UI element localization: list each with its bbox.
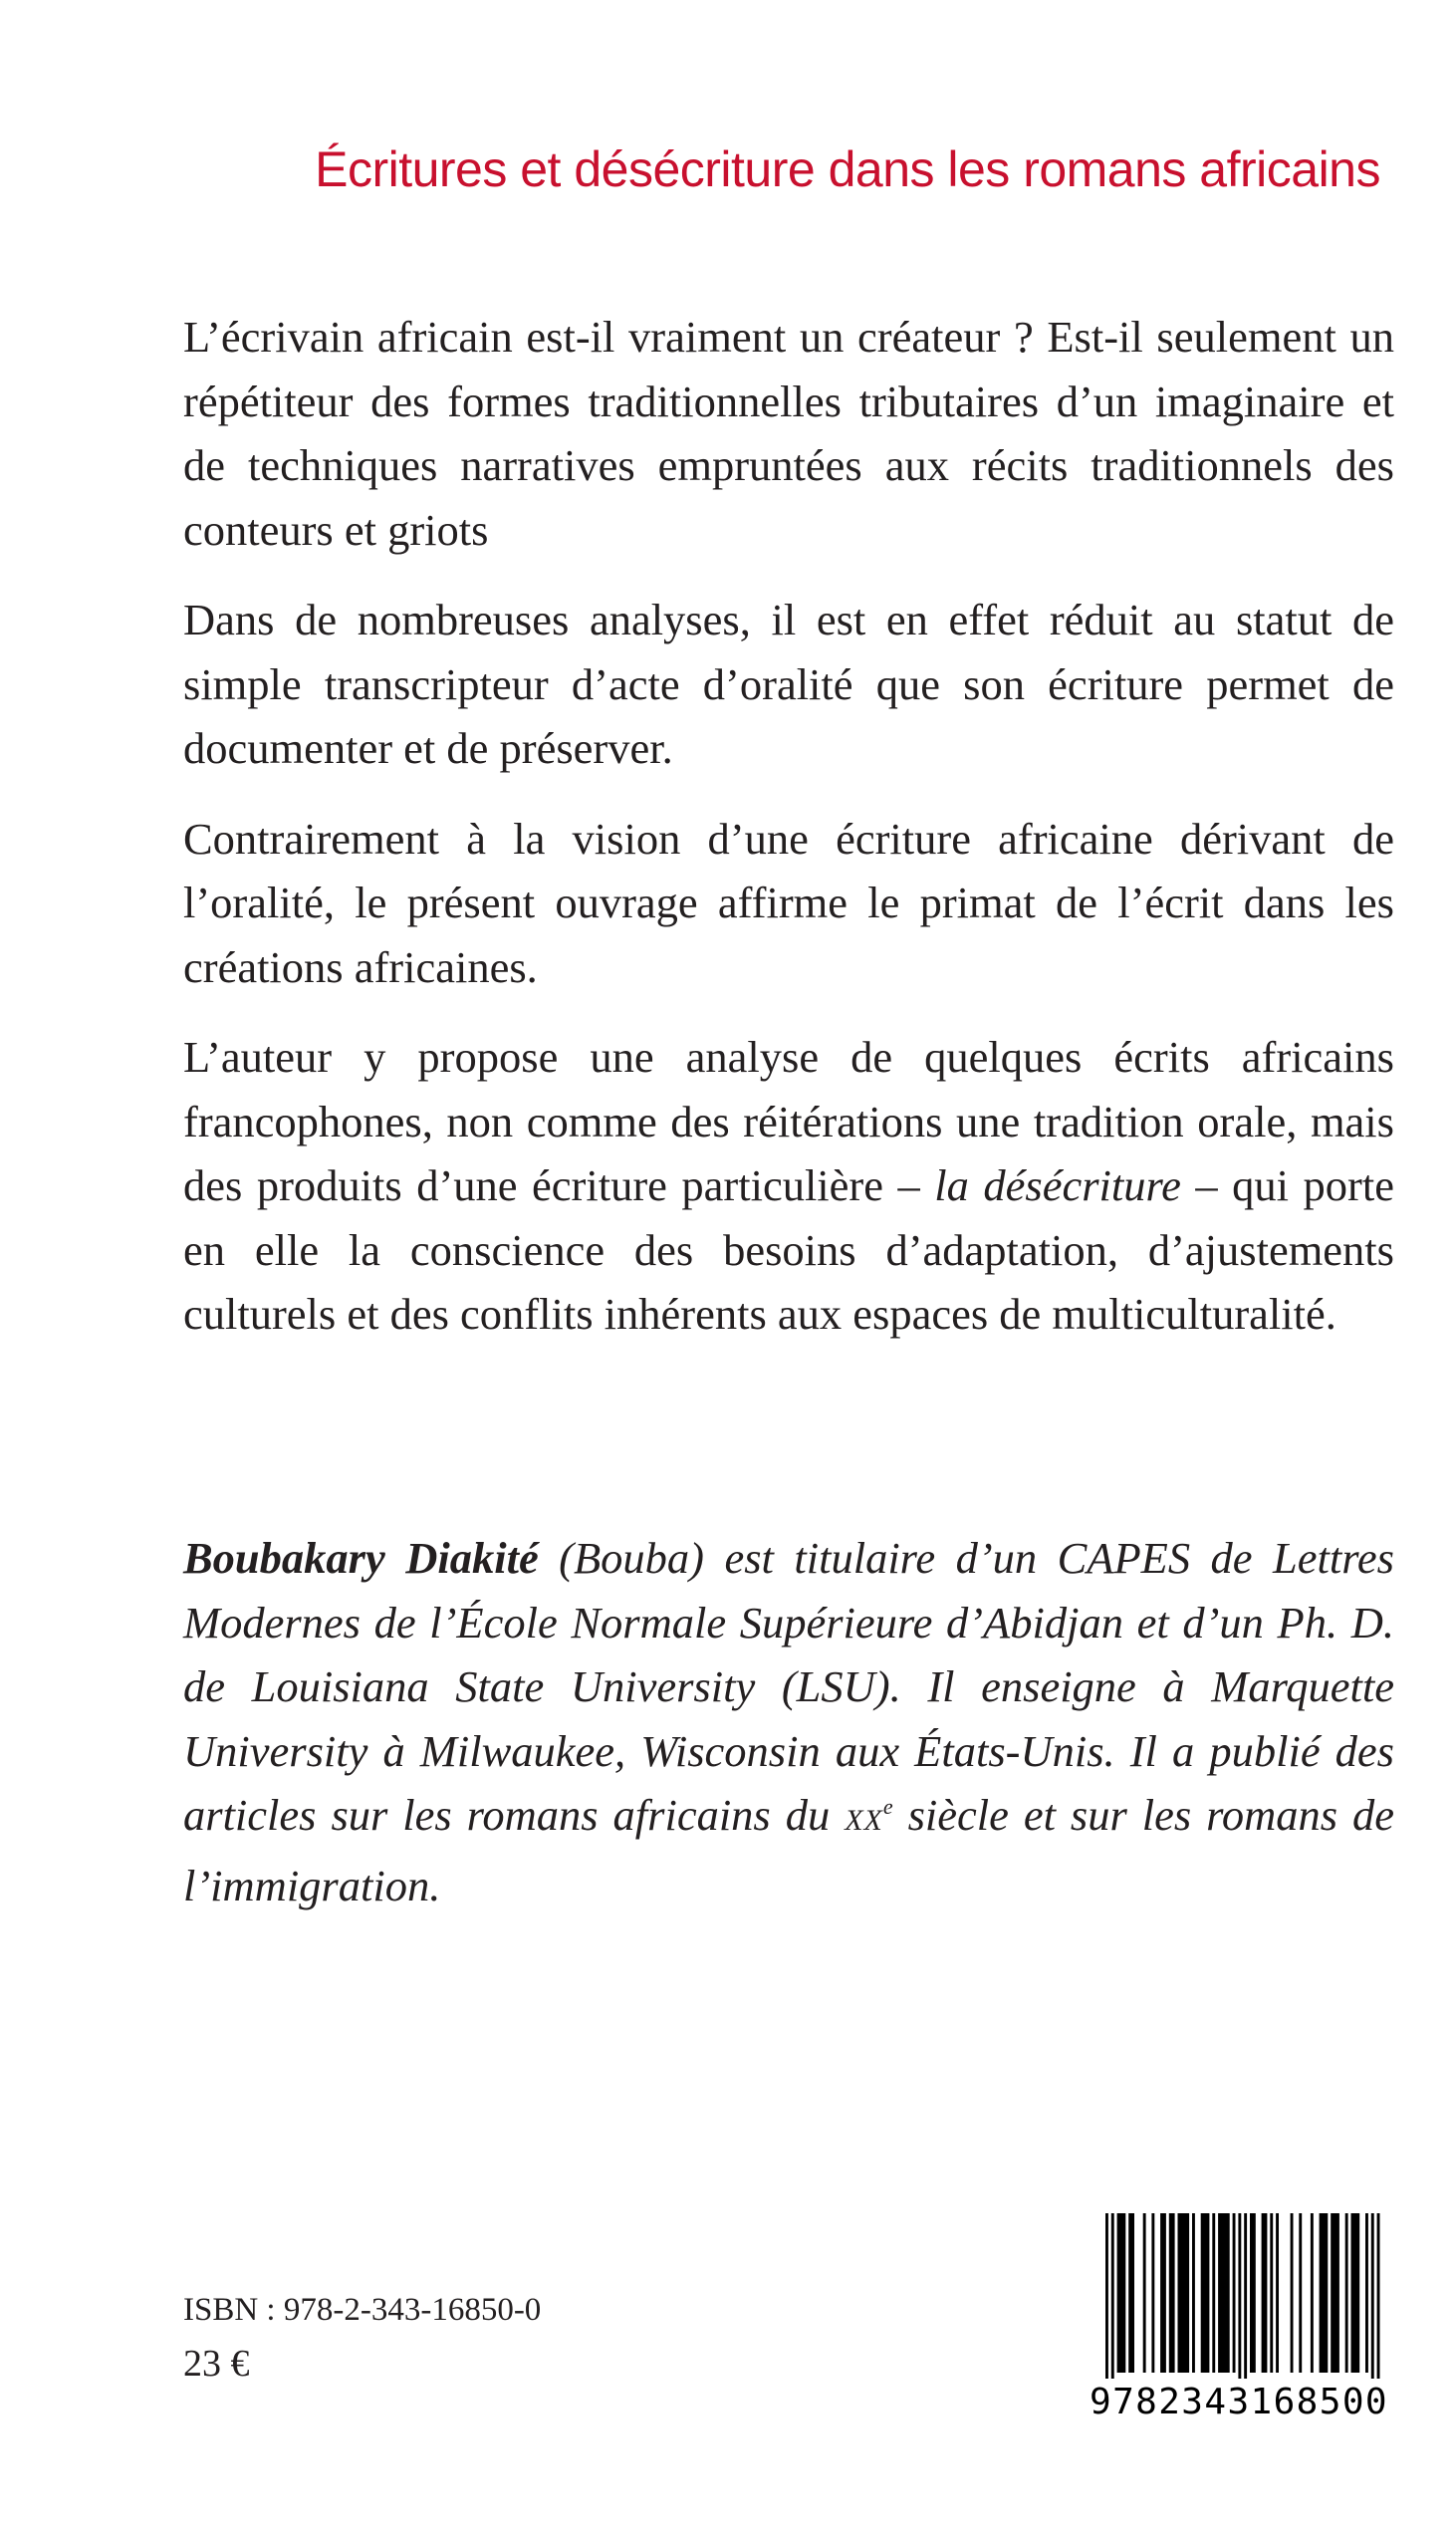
barcode-bar: [1331, 2213, 1339, 2373]
barcode-bar: [1169, 2213, 1175, 2373]
barcode-bar: [1201, 2213, 1210, 2373]
summary-paragraph-1: L’écrivain africain est-il vraiment un créateur ? Est-il seulement un répétiteur des formes traditionnelles tributaires d’un imaginaire et de techniques narratives empruntées aux récits traditionnels des conteurs et griots: [183, 312, 1394, 555]
barcode-bar: [1212, 2213, 1215, 2373]
barcode-bar: [1351, 2213, 1360, 2373]
price-label: 23 €: [183, 2343, 250, 2385]
barcode-bar: [1244, 2213, 1247, 2379]
barcode-bars: [1080, 2209, 1398, 2379]
summary-paragraph-2: Dans de nombreuses analyses, il est en effet réduit au statut de simple transcripteur d’acte d’oralité que son écriture permet de documenter et de préserver.: [183, 595, 1394, 773]
barcode-bar: [1250, 2213, 1256, 2373]
bio-text-2: siècle et sur les romans de l’immigration.: [183, 1790, 1394, 1910]
bio-text-1: (Bouba) est titulaire d’un CAPES de Lettres Modernes de l’École Normale Supérieure d’Abidjan et d’un Ph. D. de Louisiana State University (LSU). Il enseigne à Marquette University à Milwaukee, Wisconsin aux États-Unis. Il a publié des articles sur les romans africains du: [183, 1533, 1394, 1840]
summary-p4-end: – qui porte en elle la conscience des besoins d’adaptation, d’ajustements culturels et des conflits inhérents aux espaces de multiculturalité.: [183, 1160, 1394, 1339]
barcode-bar: [1105, 2213, 1108, 2379]
barcode-bar: [1143, 2213, 1146, 2373]
barcode-bar: [1377, 2213, 1380, 2379]
summary-p4-term: la désécriture: [934, 1160, 1181, 1210]
barcode-bar: [1320, 2213, 1329, 2373]
author-name: Boubakary Diakité: [183, 1533, 539, 1583]
barcode-bar: [1128, 2213, 1134, 2373]
barcode-bar: [1262, 2213, 1268, 2373]
summary-paragraph-3: Contrairement à la vision d’une écriture africaine dérivant de l’oralité, le présent ouvrage affirme le primat de l’écrit dans les créations africaines.: [183, 813, 1394, 992]
barcode-bar: [1291, 2213, 1294, 2373]
book-title: Écritures et désécriture dans les romans africains: [315, 141, 1380, 197]
bio-century: XX: [845, 1804, 883, 1837]
barcode-bar: [1160, 2213, 1166, 2373]
barcode-bar: [1111, 2213, 1114, 2379]
barcode-bar: [1238, 2213, 1241, 2379]
author-bio: [183, 1526, 1394, 1917]
barcode-bar: [1178, 2213, 1190, 2373]
barcode: [1080, 2209, 1398, 2438]
barcode-bar: [1345, 2213, 1348, 2373]
bio-century-sup: e: [882, 1794, 893, 1820]
summary-paragraph-4: [183, 1025, 1394, 1347]
book-summary: [183, 305, 1394, 1373]
barcode-bar: [1233, 2213, 1236, 2373]
barcode-bar: [1151, 2213, 1154, 2373]
barcode-bar: [1365, 2213, 1368, 2373]
barcode-bar: [1117, 2213, 1126, 2373]
barcode-digits: 9782343168500: [1090, 2382, 1388, 2422]
barcode-bar: [1276, 2213, 1279, 2373]
isbn-label: ISBN : 978-2-343-16850-0: [183, 2292, 542, 2328]
barcode-bar: [1371, 2213, 1374, 2379]
barcode-bar: [1192, 2213, 1195, 2373]
barcode-bar: [1218, 2213, 1230, 2373]
barcode-bar: [1311, 2213, 1314, 2373]
barcode-bar: [1299, 2213, 1302, 2373]
barcode-bar: [1270, 2213, 1273, 2373]
summary-p4-start: L’auteur y propose une analyse de quelques écrits africains francophones, non comme des réitérations une tradition orale, mais des produits d’une écriture particulière –: [183, 1032, 1394, 1210]
